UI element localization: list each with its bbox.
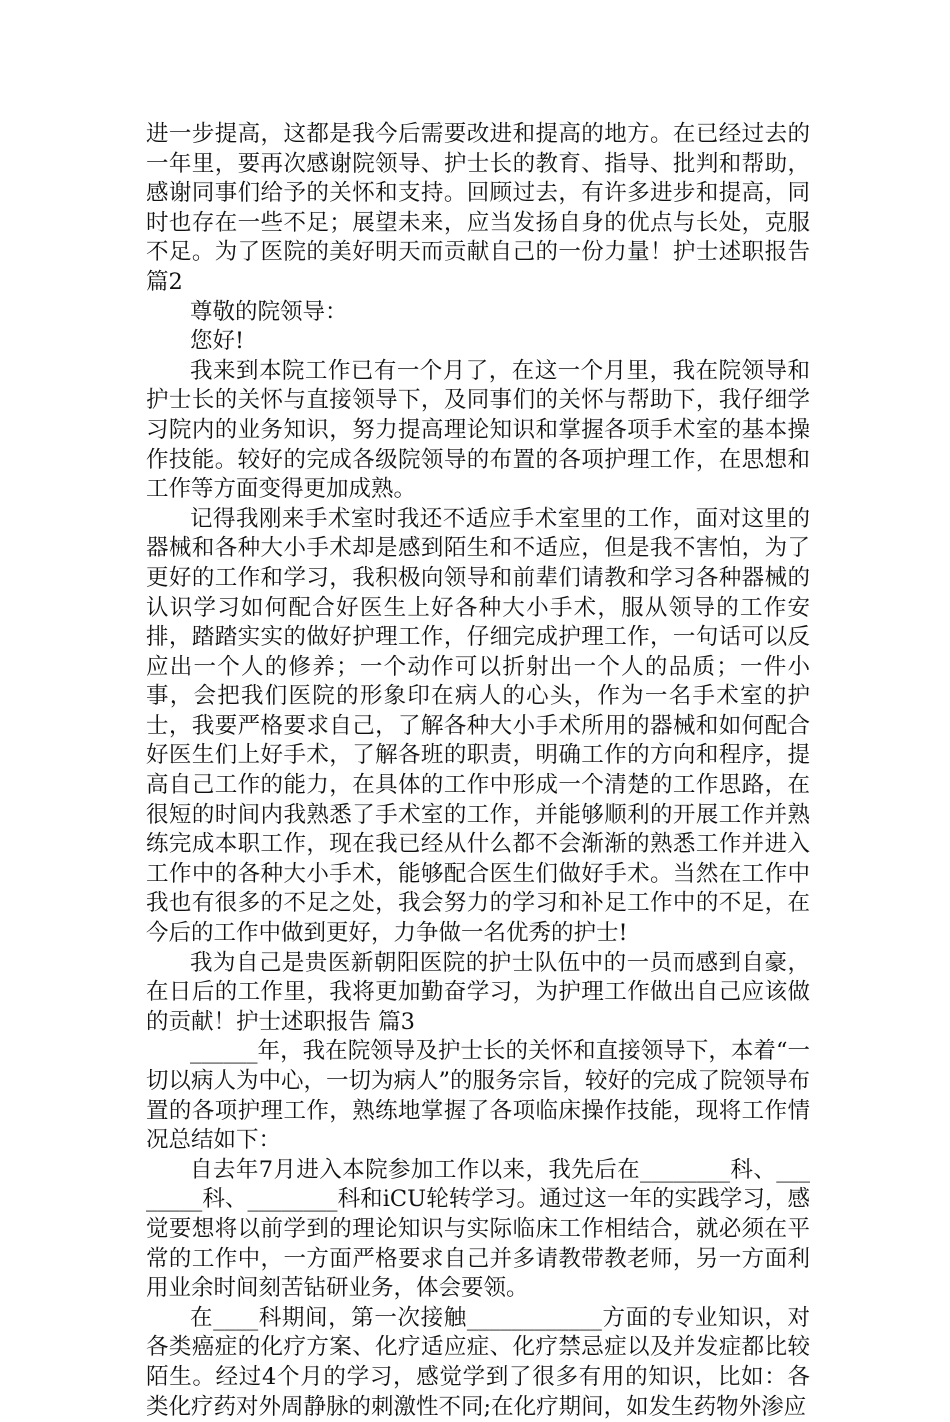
paragraph-department: 在____科期间，第一次接触____________方面的专业知识，对各类癌症的化疗方案、化疗适应症、化疗禁忌症以及并发症都比较陌生。经过4个月的学习，感觉学到了很多有用的知识，比如：各类化疗药对外周静脉的刺激性不同;在化疗期间，如发生药物外渗应 xyxy=(146,1304,810,1420)
paragraph-rotation: 自去年7月进入本院参加工作以来，我先后在________科、________科、________科和iCU轮转学习。通过这一年的实践学习，感觉要想将以前学到的理论知识与实际临床工作相结合，就必须在平常的工作中，一方面严格要求自己并多请教带教老师，另一方面利用业余时间刻苦钻研业务，体会要领。 xyxy=(146,1156,810,1302)
paragraph-operating-room: 记得我刚来手术室时我还不适应手术室里的工作，面对这里的器械和各种大小手术却是感到陌生和不适应，但是我不害怕，为了更好的工作和学习，我积极向领导和前辈们请教和学习各种器械的认识学习如何配合好医生上好各种大小手术，服从领导的工作安排，踏踏实实的做好护理工作，仔细完成护理工作，一句话可以反应出一个人的修养；一个动作可以折射出一个人的品质；一件小事，会把我们医院的形象印在病人的心头，作为一名手术室的护士，我要严格要求自己，了解各种大小手术所用的器械和如何配合好医生们上好手术，了解各班的职责，明确工作的方向和程序，提高自己工作的能力，在具体的工作中形成一个清楚的工作思路，在很短的时间内我熟悉了手术室的工作，并能够顺利的开展工作并熟练完成本职工作，现在我已经从什么都不会渐渐的熟悉工作并进入工作中的各种大小手术，能够配合医生们做好手术。当然在工作中我也有很多的不足之处，我会努力的学习和补足工作中的不足，在今后的工作中做到更好，力争做一名优秀的护士! xyxy=(146,505,810,947)
paragraph-1: 进一步提高，这都是我今后需要改进和提高的地方。在已经过去的一年里，要再次感谢院领导、护士长的教育、指导、批判和帮助，感谢同事们给予的关怀和支持。回顾过去，有许多进步和提高，同时也存在一些不足；展望未来，应当发扬自身的优点与长处，克服不足。为了医院的美好明天而贡献自己的一份力量！护士述职报告 篇2 xyxy=(146,121,810,295)
paragraph-intro: 我来到本院工作已有一个月了，在这一个月里，我在院领导和护士长的关怀与直接领导下，及同事们的关怀与帮助下，我仔细学习院内的业务知识，努力提高理论知识和掌握各项手术室的基本操作技能。较好的完成各级院领导的布置的各项护理工作，在思想和工作等方面变得更加成熟。 xyxy=(146,357,810,503)
document-body xyxy=(146,120,810,1422)
paragraph-year-summary: ______年，我在院领导及护士长的关怀和直接领导下，本着“一切以病人为中心，一切为病人”的服务宗旨，较好的完成了院领导布置的各项护理工作，熟练地掌握了各项临床操作技能，现将工作情况总结如下： xyxy=(146,1038,811,1154)
paragraph-pride: 我为自己是贵医新朝阳医院的护士队伍中的一员而感到自豪，在日后的工作里，我将更加勤奋学习，为护理工作做出自己应该做的贡献！护士述职报告 篇3 xyxy=(146,949,810,1035)
salutation: 尊敬的院领导： xyxy=(190,298,348,325)
greeting: 您好! xyxy=(190,328,245,355)
